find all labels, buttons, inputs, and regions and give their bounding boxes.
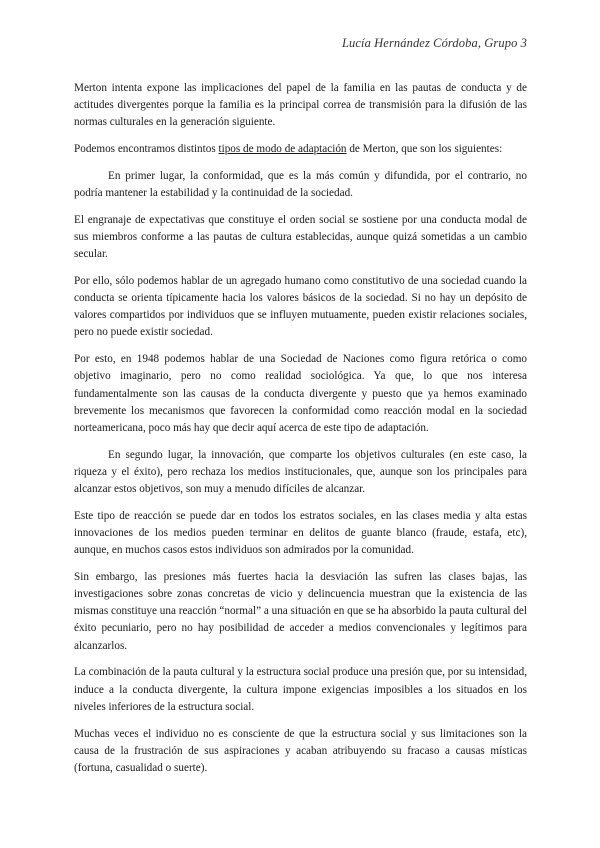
paragraph: La combinación de la pauta cultural y la estructura social produce una presión que, por su intensidad, induce a la conducta divergente, la cultura impone exigencias imposibles a los situados en los niveles inferiores de la estructura social. <box>74 666 527 713</box>
page-header-author: Lucía Hernández Córdoba, Grupo 3 <box>341 36 527 50</box>
paragraph: Este tipo de reacción se puede dar en todos los estratos sociales, en las clases media y alta estas innovaciones de los medios pueden terminar en delitos de guante blanco (fraude, estafa, etc), aunque, en muchos casos estos individuos son admirados por la comunidad. <box>74 509 527 557</box>
paragraph-modes-intro <box>74 141 527 158</box>
paragraph: Muchas veces el individuo no es consciente de que la estructura social y sus limitaciones son la causa de la frustración de sus aspiraciones y acaban atribuyendo su fracaso a causas místicas (fortuna, casualidad o suerte). <box>74 727 527 774</box>
paragraph: Por esto, en 1948 podemos hablar de una Sociedad de Naciones como figura retórica o como objetivo imaginario, pero no como realidad sociológica. Ya que, lo que nos interesa fundamentalmente son las causas de la conducta divergente y puesto que ya hemos examinado brevemente los mecanismos que favorecen la conformidad como reacción modal en la sociedad norteamericana, poco más hay que decir aquí acerca de este tipo de adaptación. <box>74 353 527 434</box>
paragraph: El engranaje de expectativas que constituye el orden social se sostiene por una conducta modal de sus miembros conforme a las pautas de cultura establecidas, aunque quizá sometidas a un cambio secular. <box>74 213 527 261</box>
paragraph: Merton intenta expone las implicaciones del papel de la familia en las pautas de conducta y de actitudes divergentes porque la familia es la principal correa de transmisión para la difusión de las normas culturales en la generación siguiente. <box>74 82 527 129</box>
paragraph: Sin embargo, las presiones más fuertes hacia la desviación las sufren las clases bajas, las investigaciones sobre zonas concretas de vicio y delincuencia muestran que la existencia de las mismas constituye una reacción “normal” a una situación en que se ha absorbido la pauta cultural del éxito pecuniario, pero no hay posibilidad de acceder a medios convencionales y legítimos para alcanzarlos. <box>74 570 527 652</box>
document-body <box>74 80 527 787</box>
paragraph-text: Podemos encontramos distintos <box>74 143 219 156</box>
paragraph: En primer lugar, la conformidad, que es la más común y difundida, por el contrario, no podría mantener la estabilidad y la continuidad de la sociedad. <box>74 169 527 200</box>
underlined-term: tipos de modo de adaptación <box>218 143 347 156</box>
paragraph-text: de Merton, que son los siguientes: <box>346 143 503 156</box>
paragraph: Por ello, sólo podemos hablar de un agregado humano como constitutivo de una sociedad cuando la conducta se orienta típicamente hacia los valores básicos de la sociedad. Si no hay un depósito de valores compartidos por individuos que se influyen mutuamente, pueden existir relaciones sociales, pero no puede existir sociedad. <box>74 274 527 339</box>
paragraph: En segundo lugar, la innovación, que comparte los objetivos culturales (en este caso, la riqueza y el éxito), pero rechaza los medios institucionales, que, aunque son los principales para alcanzar estos objetivos, son muy a menudo difíciles de alcanzar. <box>74 448 527 496</box>
